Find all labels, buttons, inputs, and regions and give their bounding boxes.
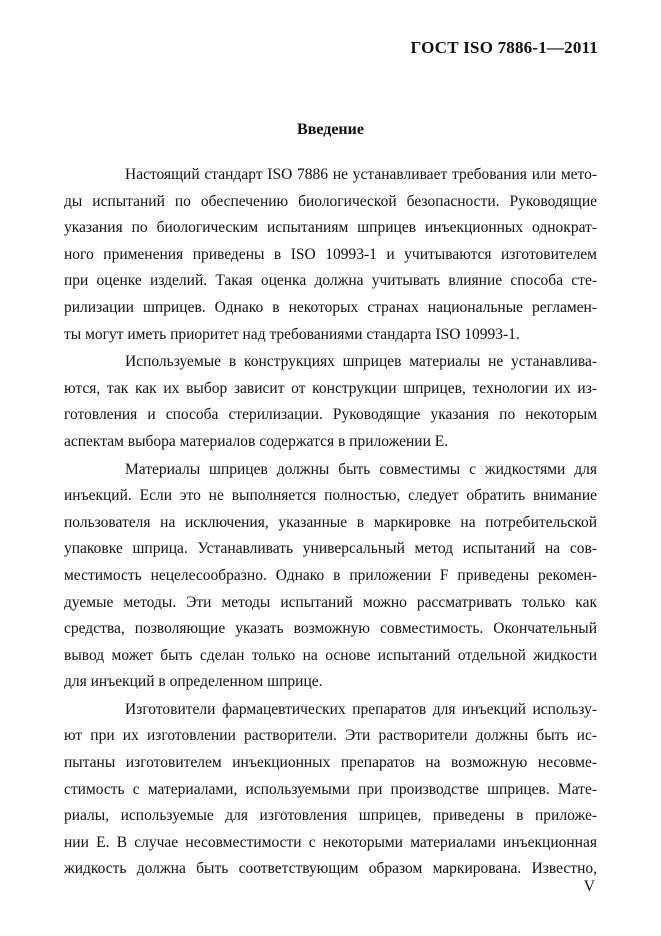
section-title: Введение	[297, 121, 364, 138]
text-line: риалы, используемые для изготовления шприцев, приведены в приложе-	[64, 807, 597, 825]
text-line: указания по биологическим испытаниям шприцев инъекционных однократ-	[64, 219, 597, 237]
text-line: Используемые в конструкциях шприцев материалы не устанавлива-	[125, 353, 597, 371]
text-line: инъекций. Если это не выполняется полностью, следует обратить внимание	[64, 487, 597, 505]
standard-id: ГОСТ ISO 7886-1—2011	[410, 38, 598, 57]
text-line: пытаны изготовителем инъекционных препаратов на возможную несовме-	[64, 754, 597, 772]
text-line: ют при их изготовлении растворители. Эти растворители должны быть ис-	[64, 727, 597, 745]
text-line: дуемые методы. Эти методы испытаний можно рассматривать только как	[64, 593, 597, 611]
paragraph	[64, 349, 597, 455]
text-line: средства, позволяющие указать возможную совместимость. Окончательный	[64, 620, 597, 638]
text-line: ды испытаний по обеспечению биологической безопасности. Руководящие	[64, 192, 597, 210]
text-line: аспектам выбора материалов содержатся в приложении Е.	[64, 432, 449, 450]
text-line: Материалы шприцев должны быть совместимы с жидкостями для	[125, 460, 597, 478]
document-header	[411, 38, 598, 58]
text-line: упаковке шприца. Устанавливать универсальный метод испытаний на сов-	[64, 540, 597, 558]
text-line: ются, так как их выбор зависит от конструкции шприцев, технологии их из-	[64, 379, 597, 397]
text-line: нии Е. В случае несовместимости с некоторыми материалами инъекционная	[64, 833, 597, 851]
text-line: жидкость должна быть соответствующим образом маркирована. Известно,	[64, 860, 597, 878]
text-line: Настоящий стандарт ISO 7886 не устанавливает требования или мето-	[125, 166, 597, 183]
text-line: готовления и способа стерилизации. Руководящие указания по некоторым	[64, 406, 597, 424]
text-line: рилизации шприцев. Однако в некоторых странах национальные регламен-	[64, 298, 597, 316]
page-number: V	[583, 878, 595, 895]
text-line: для инъекций в определенном шприце.	[64, 673, 323, 691]
text-line: вывод может быть сделан только на основе испытаний отдельной жидкости	[64, 646, 597, 664]
text-line: пользователя на исключения, указанные в маркировке на потребительской	[64, 513, 597, 531]
document-body	[64, 162, 597, 883]
text-line: стимость с материалами, используемыми при производстве шприцев. Мате-	[64, 780, 597, 798]
text-line: ты могут иметь приоритет над требованиями стандарта ISO 10993-1.	[64, 325, 520, 343]
text-line: Изготовители фармацевтических препаратов для инъекций использу-	[125, 700, 597, 718]
paragraph	[64, 457, 597, 696]
text-line: ного применения приведены в ISO 10993-1 и учитываются изготовителем	[64, 245, 597, 263]
paragraph	[64, 697, 597, 883]
paragraph	[64, 162, 597, 348]
text-line: местимость нецелесообразно. Однако в приложении F приведены рекомен-	[64, 566, 597, 584]
text-line: при оценке изделий. Такая оценка должна учитывать влияние способа сте-	[64, 272, 597, 290]
